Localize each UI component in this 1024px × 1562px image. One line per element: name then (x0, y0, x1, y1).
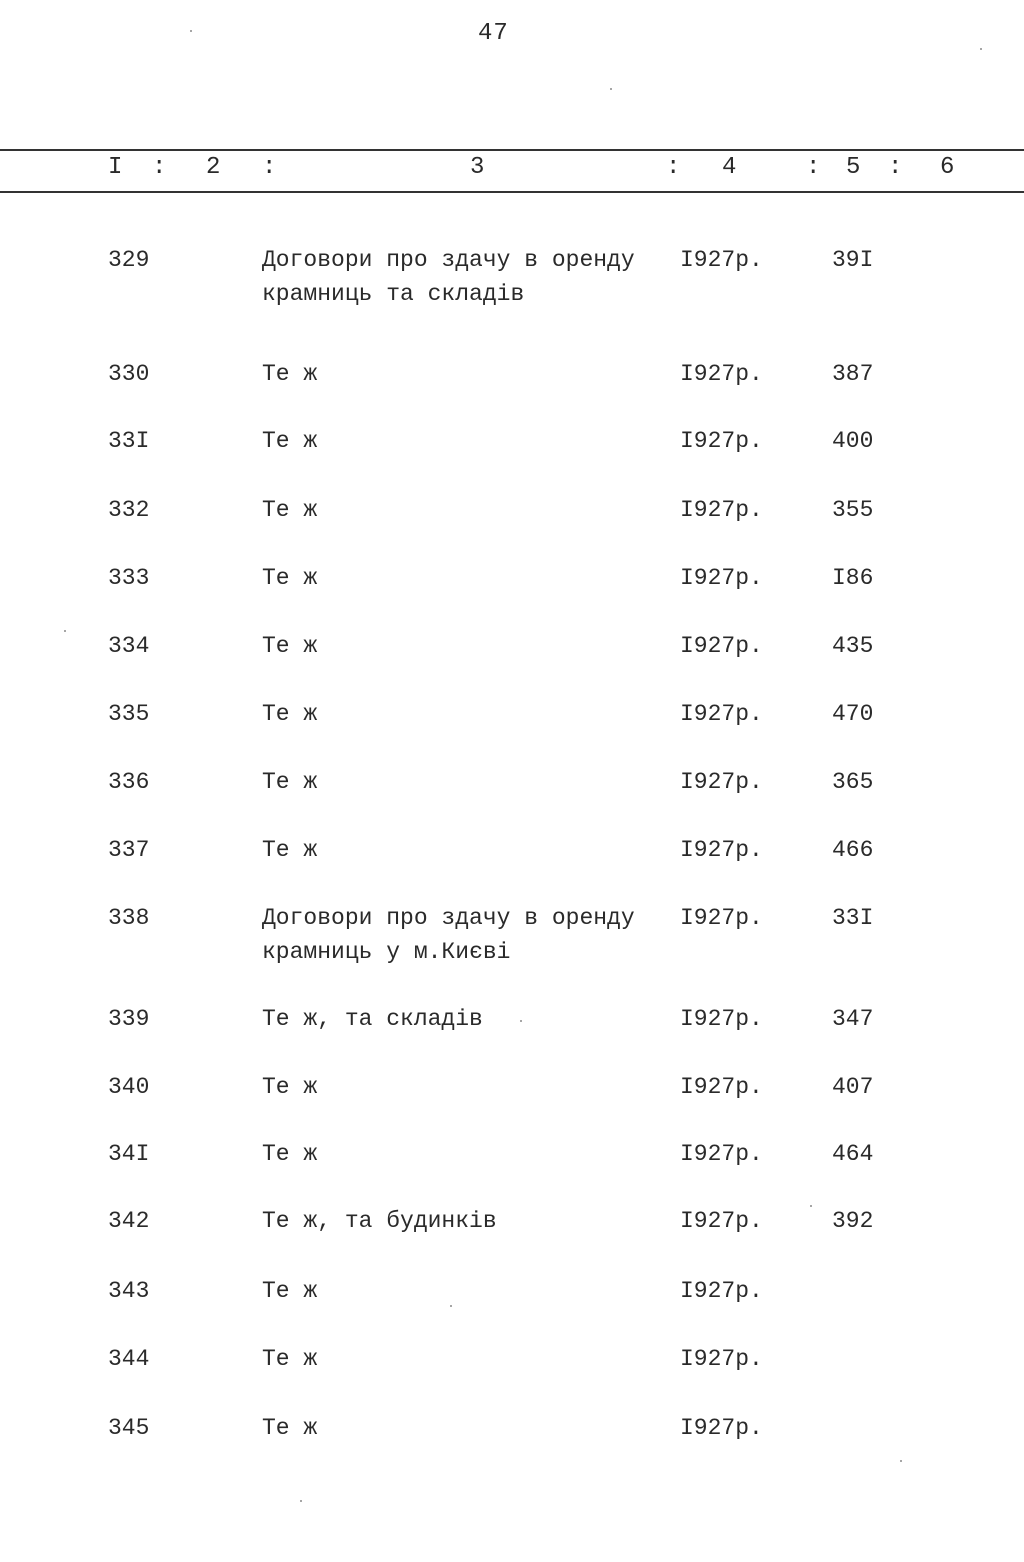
row-title: Те ж (262, 361, 318, 387)
row-title: Те ж (262, 837, 318, 863)
row-title: Те ж (262, 1141, 318, 1167)
row-pages: 400 (832, 428, 874, 454)
header-separator: : (666, 154, 681, 181)
header-separator: : (888, 154, 903, 181)
row-pages: 355 (832, 497, 874, 523)
row-number: 334 (108, 633, 150, 659)
row-pages: 387 (832, 361, 874, 387)
row-title: Те ж, та будинків (262, 1208, 497, 1234)
scan-speck (610, 88, 612, 90)
row-title: Те ж (262, 1415, 318, 1441)
row-year: I927р. (680, 1006, 763, 1032)
header-col-5: 5 (846, 154, 861, 181)
scan-speck (450, 1305, 452, 1307)
row-year: I927р. (680, 837, 763, 863)
row-pages: 33I (832, 905, 874, 931)
scan-speck (900, 1460, 902, 1462)
row-number: 340 (108, 1074, 150, 1100)
scan-speck (300, 1500, 302, 1502)
row-pages: I86 (832, 565, 874, 591)
header-col-4: 4 (722, 154, 737, 181)
row-number: 329 (108, 247, 150, 273)
row-number: 333 (108, 565, 150, 591)
row-number: 339 (108, 1006, 150, 1032)
scan-speck (190, 30, 192, 32)
header-separator: : (806, 154, 821, 181)
row-title: Те ж (262, 428, 318, 454)
row-title: Те ж (262, 1278, 318, 1304)
row-number: 345 (108, 1415, 150, 1441)
row-year: I927р. (680, 701, 763, 727)
row-year: I927р. (680, 769, 763, 795)
header-bottom-rule (0, 191, 1024, 193)
row-pages: 464 (832, 1141, 874, 1167)
row-number: 335 (108, 701, 150, 727)
row-number: 33I (108, 428, 150, 454)
row-year: I927р. (680, 905, 763, 931)
row-title: Те ж, та складів (262, 1006, 483, 1032)
row-title: Те ж (262, 1346, 318, 1372)
scan-speck (64, 630, 66, 632)
header-separator: : (152, 154, 167, 181)
page-number: 47 (478, 20, 509, 47)
row-pages: 466 (832, 837, 874, 863)
row-year: I927р. (680, 1346, 763, 1372)
row-pages: 347 (832, 1006, 874, 1032)
header-col-3: 3 (470, 154, 485, 181)
scan-speck (980, 48, 982, 50)
header-col-2: 2 (206, 154, 221, 181)
row-year: I927р. (680, 1074, 763, 1100)
row-title: Договори про здачу в оренду крамниць та складів (262, 247, 635, 307)
row-title: Те ж (262, 701, 318, 727)
row-title: Договори про здачу в оренду крамниць у м.Києві (262, 905, 635, 965)
row-year: I927р. (680, 1208, 763, 1234)
row-year: I927р. (680, 428, 763, 454)
row-number: 342 (108, 1208, 150, 1234)
row-year: I927р. (680, 633, 763, 659)
row-pages: 435 (832, 633, 874, 659)
row-title: Те ж (262, 633, 318, 659)
scan-speck (810, 1205, 812, 1207)
row-title: Те ж (262, 769, 318, 795)
row-year: I927р. (680, 565, 763, 591)
row-number: 332 (108, 497, 150, 523)
row-number: 338 (108, 905, 150, 931)
row-title: Те ж (262, 565, 318, 591)
row-number: 343 (108, 1278, 150, 1304)
row-pages: 470 (832, 701, 874, 727)
row-year: I927р. (680, 1415, 763, 1441)
row-number: 344 (108, 1346, 150, 1372)
row-year: I927р. (680, 1141, 763, 1167)
row-year: I927р. (680, 1278, 763, 1304)
row-year: I927р. (680, 361, 763, 387)
row-pages: 39I (832, 247, 874, 273)
row-title: Те ж (262, 497, 318, 523)
row-pages: 392 (832, 1208, 874, 1234)
row-number: 34I (108, 1141, 150, 1167)
header-separator: : (262, 154, 277, 181)
row-year: I927р. (680, 497, 763, 523)
row-year: I927р. (680, 247, 763, 273)
row-number: 337 (108, 837, 150, 863)
row-title: Те ж (262, 1074, 318, 1100)
row-pages: 365 (832, 769, 874, 795)
row-number: 330 (108, 361, 150, 387)
header-top-rule (0, 149, 1024, 151)
table-header (0, 152, 1024, 186)
scan-speck (520, 1020, 522, 1022)
header-col-6: 6 (940, 154, 955, 181)
header-col-1: I (108, 154, 123, 181)
row-pages: 407 (832, 1074, 874, 1100)
row-number: 336 (108, 769, 150, 795)
